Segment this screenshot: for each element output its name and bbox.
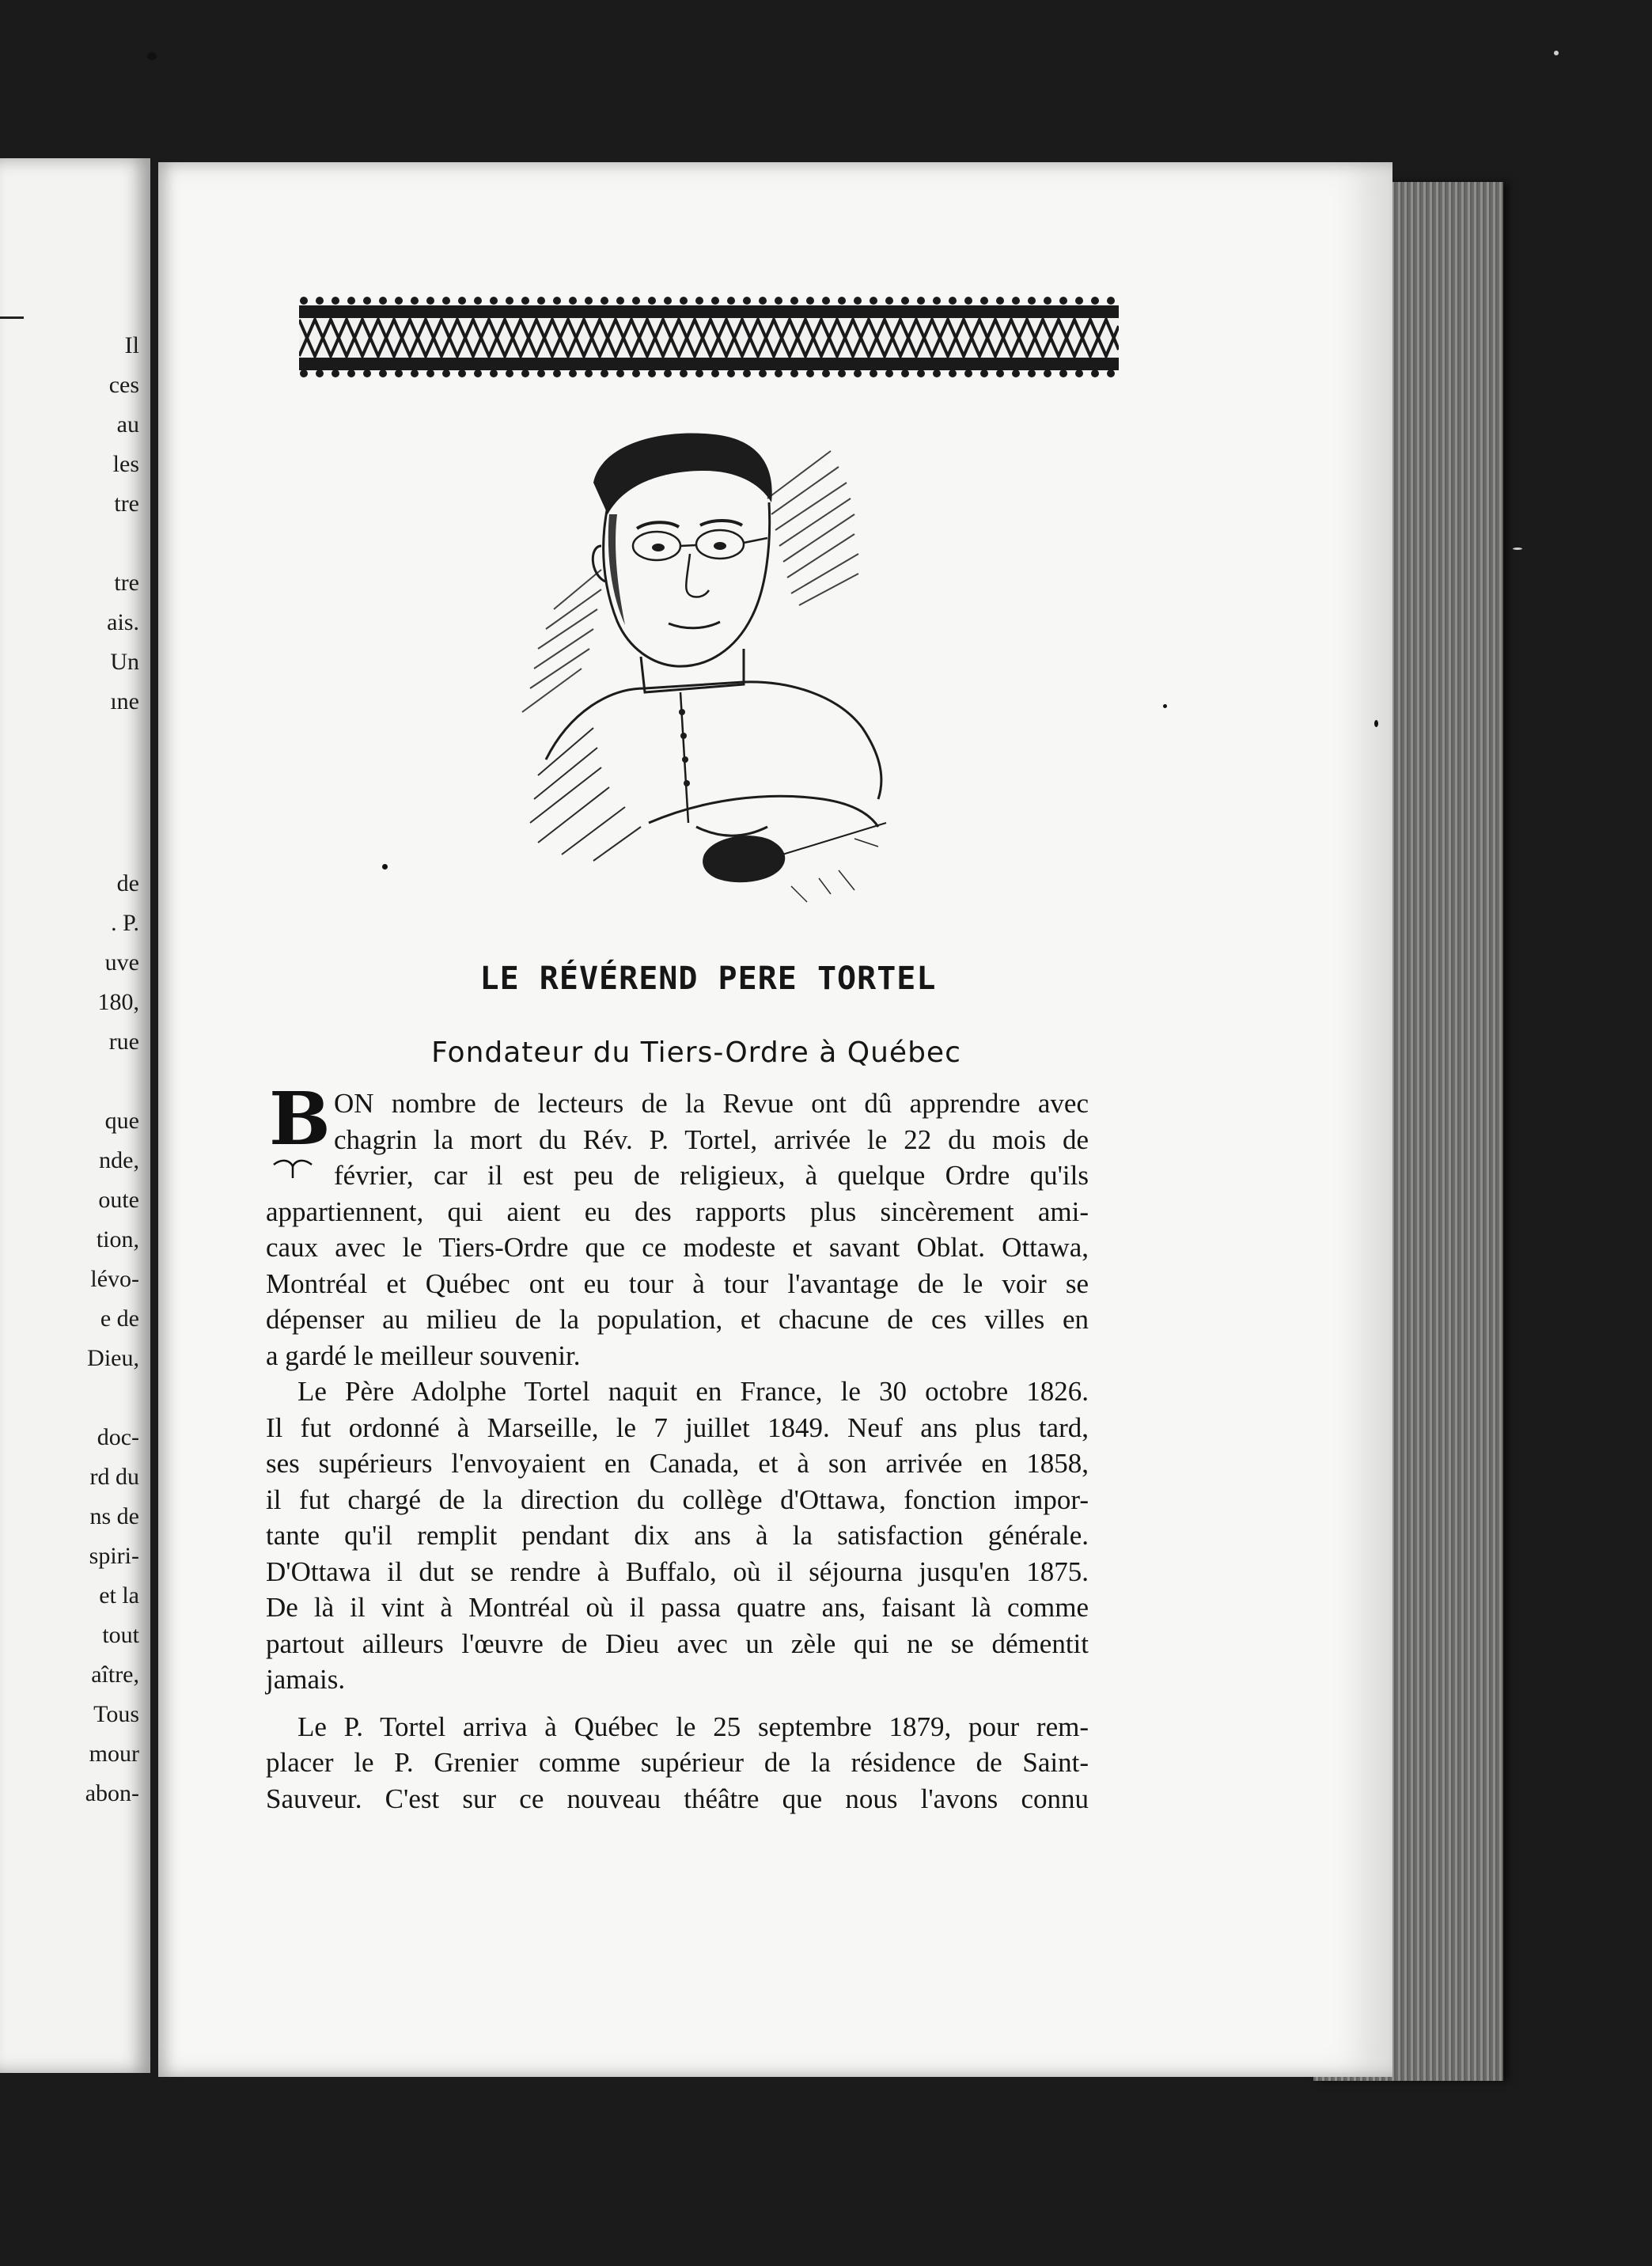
body-line: Le P. Tortel arriva à Québec le 25 septembre 1879, pour rem- bbox=[297, 1711, 1089, 1742]
left-page-fragment: lévo- bbox=[90, 1266, 139, 1292]
article-subtitle: Fondateur du Tiers-Ordre à Québec bbox=[431, 1036, 961, 1069]
body-line: caux avec le Tiers-Ordre que ce modeste et savant Oblat. Ottawa, bbox=[266, 1232, 1089, 1263]
left-page-fragment: nde, bbox=[99, 1147, 139, 1173]
dust-speck bbox=[1374, 720, 1378, 727]
body-line: il fut chargé de la direction du collège d'Ottawa, fonction impor- bbox=[266, 1484, 1089, 1515]
drop-cap bbox=[266, 1076, 331, 1182]
portrait-engraving bbox=[506, 427, 902, 926]
left-page-fragment: au bbox=[116, 411, 139, 438]
left-page-fragment: oute bbox=[98, 1187, 139, 1213]
left-page-fragment: tre bbox=[114, 570, 139, 596]
body-line: D'Ottawa il dut se rendre à Buffalo, où il séjourna jusqu'en 1875. bbox=[266, 1556, 1089, 1587]
body-line: Montréal et Québec ont eu tour à tour l'avantage de le voir se bbox=[266, 1268, 1089, 1299]
dust-speck bbox=[1163, 704, 1167, 708]
left-page-fragment: mour bbox=[89, 1741, 139, 1767]
left-page-fragment: tion, bbox=[96, 1226, 139, 1252]
body-line-first: ON nombre de lecteurs de la Revue ont dû apprendre avec bbox=[334, 1088, 1089, 1119]
left-page-fragment: e de bbox=[100, 1305, 139, 1332]
left-page-fragment: Tous bbox=[93, 1701, 139, 1727]
left-page-fragment: . P. bbox=[111, 910, 139, 936]
left-page-fragment: ces bbox=[108, 372, 139, 398]
body-line: appartiennent, qui aient eu des rapports plus sincèrement ami- bbox=[266, 1196, 1089, 1227]
body-line: Sauveur. C'est sur ce nouveau théâtre que nous l'avons connu bbox=[266, 1783, 1089, 1814]
left-page-fragment: Il bbox=[124, 332, 139, 358]
body-line: placer le P. Grenier comme supérieur de la résidence de Saint- bbox=[266, 1747, 1089, 1778]
left-page-fragment: rd du bbox=[89, 1464, 139, 1490]
body-line: De là il vint à Montréal où il passa quatre ans, faisant là comme bbox=[266, 1592, 1089, 1623]
left-page-fragment: Dieu, bbox=[87, 1345, 139, 1371]
left-page-fragment: ıne bbox=[110, 688, 139, 714]
body-line: dépenser au milieu de la population, et chacune de ces villes en bbox=[266, 1304, 1089, 1335]
article-body bbox=[266, 1076, 1089, 1817]
body-line: ses supérieurs l'envoyaient en Canada, et à son arrivée en 1858, bbox=[266, 1448, 1089, 1479]
body-line: février, car il est peu de religieux, à quelque Ordre qu'ils bbox=[334, 1160, 1089, 1191]
left-page-fragment: Un bbox=[110, 649, 139, 675]
dust-speck bbox=[147, 52, 157, 60]
body-line: chagrin la mort du Rév. P. Tortel, arrivée le 22 du mois de bbox=[334, 1124, 1089, 1155]
left-page-fragment: tre bbox=[114, 491, 139, 517]
left-page-fragment: ns de bbox=[89, 1503, 139, 1529]
dust-speck bbox=[382, 864, 388, 870]
left-page-fragment: 180, bbox=[97, 989, 139, 1015]
left-page-fragment: tout bbox=[102, 1622, 139, 1648]
left-page-rule bbox=[0, 316, 24, 319]
dust-speck bbox=[1554, 51, 1559, 55]
article-title: LE RÉVÉREND PERE TORTEL bbox=[479, 961, 937, 997]
left-page-fragment: de bbox=[116, 870, 139, 896]
left-page-fragment: abon- bbox=[85, 1780, 139, 1806]
body-line: jamais. bbox=[266, 1664, 346, 1695]
dust-speck bbox=[1513, 548, 1522, 550]
left-page-fragment: et la bbox=[99, 1582, 139, 1609]
left-page-fragment: doc- bbox=[97, 1424, 139, 1450]
left-page-fragment: ais. bbox=[107, 609, 139, 635]
drop-cap-letter: B bbox=[269, 1076, 331, 1161]
ornamental-header-band bbox=[299, 294, 1119, 381]
left-page-fragment: rue bbox=[108, 1029, 139, 1055]
body-line: tante qu'il remplit pendant dix ans à la satisfaction générale. bbox=[266, 1520, 1089, 1551]
left-page-fragment: les bbox=[112, 451, 139, 477]
body-line: partout ailleurs l'œuvre de Dieu avec un zèle qui ne se démentit bbox=[266, 1628, 1089, 1659]
body-line: Le Père Adolphe Tortel naquit en France, le 30 octobre 1826. bbox=[297, 1376, 1089, 1407]
body-line: a gardé le meilleur souvenir. bbox=[266, 1340, 581, 1371]
left-page-fragment: uve bbox=[104, 949, 139, 976]
left-page-fragment: aître, bbox=[91, 1662, 139, 1688]
body-line: Il fut ordonné à Marseille, le 7 juillet 1849. Neuf ans plus tard, bbox=[266, 1412, 1089, 1443]
left-page-fragment: que bbox=[104, 1108, 139, 1134]
previous-page bbox=[0, 158, 150, 2073]
left-page-fragment: spiri- bbox=[89, 1543, 139, 1569]
